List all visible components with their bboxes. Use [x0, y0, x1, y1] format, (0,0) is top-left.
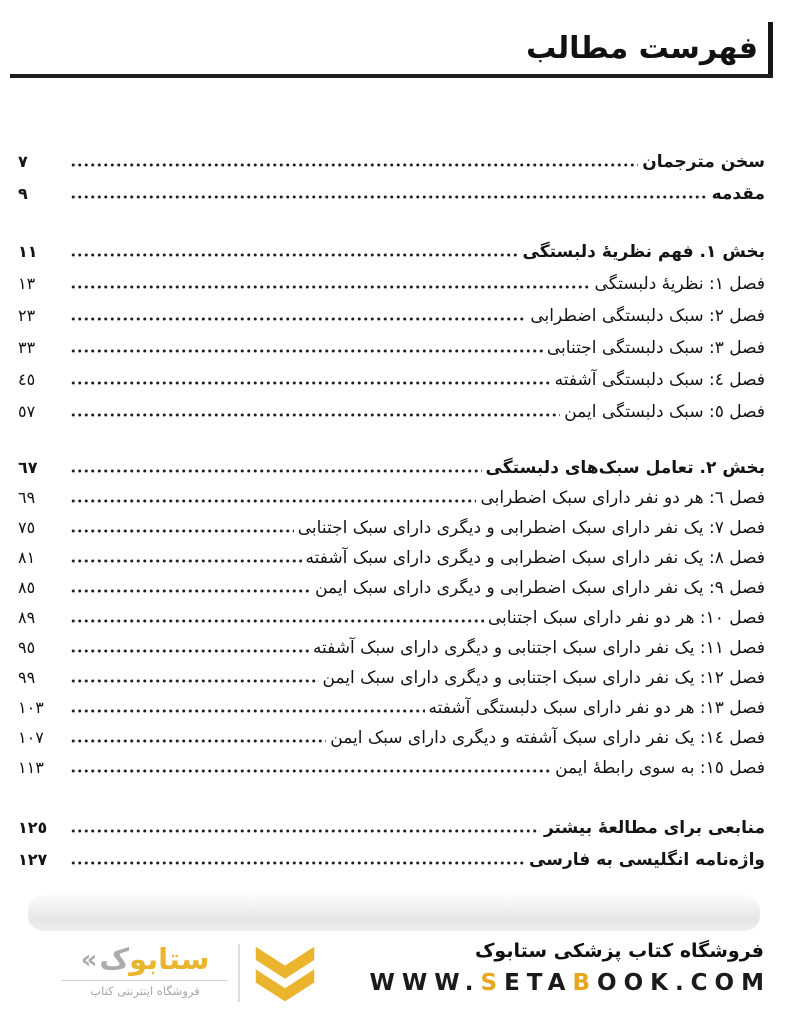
- footer-divider: [238, 944, 240, 1002]
- website-url-segment: ETA: [504, 970, 573, 996]
- logo-wordmark-kaf: ک: [99, 942, 130, 976]
- toc-page-number: ٤٥: [18, 370, 36, 389]
- footer-logo: [62, 944, 228, 998]
- toc-page-number: ۷: [18, 152, 28, 171]
- toc-entry-label: فصل ۸: یک نفر دارای سبک اضطرابی و دیگری دارای سبک آشفته: [305, 548, 765, 568]
- toc-row: [18, 360, 765, 392]
- toc-entry-label: فصل ۲: سبک دلبستگی اضطرابی: [530, 306, 765, 326]
- toc-row: [18, 600, 765, 630]
- toc-row: [18, 840, 765, 872]
- toc-page-number: ۱۱: [18, 242, 38, 261]
- toc-page-number: ۱۰۷: [18, 728, 44, 747]
- toc-leader-dots: [70, 708, 425, 714]
- toc-page-number: ٦۷: [18, 458, 38, 477]
- toc-leader-dots: [70, 162, 638, 168]
- toc-page-number: ۹۹: [18, 668, 36, 687]
- logo-wordmark-main: ستابو: [129, 942, 210, 976]
- toc-entry-label: فصل ٦: هر دو نفر دارای سبک اضطرابی: [480, 488, 765, 508]
- toc-row: [18, 448, 765, 480]
- toc-entry-label: فصل ۱۲: یک نفر دارای سبک اجتنابی و دیگری دارای سبک ایمن: [322, 668, 765, 688]
- toc-page-number: ۸۹: [18, 608, 36, 627]
- toc-list: [18, 142, 765, 872]
- toc-row: [18, 720, 765, 750]
- toc-entry-label: فصل ۷: یک نفر دارای سبک اضطرابی و دیگری دارای سبک اجتنابی: [297, 518, 765, 538]
- toc-leader-dots: [70, 316, 526, 322]
- toc-page-number: ۳۳: [18, 338, 36, 357]
- toc-leader-dots: [70, 768, 551, 774]
- toc-leader-dots: [70, 618, 484, 624]
- toc-row: [18, 328, 765, 360]
- chevron-emblem-icon: [252, 944, 318, 1006]
- toc-entry-label: فصل ۱۰: هر دو نفر دارای سبک اجتنابی: [487, 608, 765, 628]
- website-url-segment: WWW.: [369, 970, 481, 996]
- footer: [0, 934, 788, 1012]
- toc-row: [18, 690, 765, 720]
- toc-row: [18, 808, 765, 840]
- toc-leader-dots: [70, 468, 482, 474]
- toc-entry-label: مقدمه: [711, 184, 765, 204]
- toc-leader-dots: [70, 588, 311, 594]
- page-title-block: [526, 22, 773, 76]
- toc-row: [18, 660, 765, 690]
- toc-entry-label: بخش ۲. تعامل سبک‌های دلبستگی: [485, 458, 765, 478]
- toc-entry-label: فصل ۹: یک نفر دارای سبک اضطرابی و دیگری دارای سبک ایمن: [315, 578, 765, 598]
- toc-leader-dots: [70, 380, 551, 386]
- website-url-segment: OOK.COM: [597, 970, 771, 996]
- website-url-segment: S: [480, 970, 505, 996]
- toc-page-number: ۹: [18, 184, 28, 203]
- title-rule: [10, 74, 773, 78]
- toc-leader-dots: [70, 348, 543, 354]
- toc-leader-dots: [70, 412, 560, 418]
- toc-leader-dots: [70, 284, 591, 290]
- toc-entry-label: واژه‌نامه انگلیسی به فارسی: [529, 850, 765, 870]
- toc-row: [18, 630, 765, 660]
- toc-row: [18, 570, 765, 600]
- toc-row: [18, 540, 765, 570]
- toc-row: [18, 232, 765, 264]
- toc-row: [18, 392, 765, 424]
- toc-entry-label: سخن مترجمان: [642, 152, 765, 172]
- toc-row: [18, 264, 765, 296]
- guillemet-icon: «: [80, 944, 98, 975]
- toc-page-number: ۸۱: [18, 548, 36, 567]
- toc-page-number: ۹٥: [18, 638, 36, 657]
- toc-entry-label: فصل ۱٥: به سوی رابطهٔ ایمن: [555, 758, 765, 778]
- toc-page-number: ۱۱۳: [18, 758, 44, 777]
- toc-row: [18, 750, 765, 780]
- page-edge-shadow: [28, 895, 760, 931]
- toc-page-number: ۲۳: [18, 306, 36, 325]
- page-title: فهرست مطالب: [526, 31, 758, 66]
- logo-subtitle: فروشگاه اینترنتی کتاب: [62, 980, 228, 998]
- toc-row: [18, 174, 765, 206]
- toc-leader-dots: [70, 498, 476, 504]
- toc-leader-dots: [70, 648, 309, 654]
- store-name: فروشگاه کتاب پزشکی ستابوک: [474, 940, 764, 962]
- toc-page-number: ۷٥: [18, 518, 36, 537]
- toc-entry-label: فصل ۱۳: هر دو نفر دارای سبک دلبستگی آشفته: [428, 698, 765, 718]
- toc-leader-dots: [70, 252, 519, 258]
- toc-page-number: ٥۷: [18, 402, 36, 421]
- toc-page-number: ۸٥: [18, 578, 36, 597]
- toc-entry-label: فصل ٤: سبک دلبستگی آشفته: [554, 370, 765, 390]
- toc-entry-label: فصل ٥: سبک دلبستگی ایمن: [564, 402, 765, 422]
- toc-leader-dots: [70, 678, 319, 684]
- logo-wordmark: [62, 944, 228, 976]
- toc-row: [18, 296, 765, 328]
- toc-entry-label: بخش ۱. فهم نظریهٔ دلبستگی: [522, 242, 765, 262]
- toc-entry-label: منابعی برای مطالعهٔ بیشتر: [543, 818, 765, 838]
- toc-leader-dots: [70, 558, 302, 564]
- website-url-segment: B: [572, 970, 598, 996]
- toc-leader-dots: [70, 738, 326, 744]
- toc-page-number: ۱۳: [18, 274, 36, 293]
- toc-entry-label: فصل ۳: سبک دلبستگی اجتنابی: [546, 338, 765, 358]
- toc-page-number: ٦۹: [18, 488, 36, 507]
- toc-page-number: ۱۲٥: [18, 818, 48, 837]
- website-url: [370, 970, 772, 996]
- toc-page-number: ۱۰۳: [18, 698, 44, 717]
- toc-row: [18, 142, 765, 174]
- toc-entry-label: فصل ۱: نظریهٔ دلبستگی: [594, 274, 765, 294]
- toc-leader-dots: [70, 194, 708, 200]
- toc-entry-label: فصل ۱٤: یک نفر دارای سبک آشفته و دیگری دارای سبک ایمن: [330, 728, 765, 748]
- toc-row: [18, 510, 765, 540]
- toc-leader-dots: [70, 528, 294, 534]
- toc-leader-dots: [70, 828, 540, 834]
- toc-entry-label: فصل ۱۱: یک نفر دارای سبک اجتنابی و دیگری دارای سبک آشفته: [312, 638, 765, 658]
- toc-row: [18, 480, 765, 510]
- toc-page-number: ۱۲۷: [18, 850, 48, 869]
- toc-leader-dots: [70, 860, 525, 866]
